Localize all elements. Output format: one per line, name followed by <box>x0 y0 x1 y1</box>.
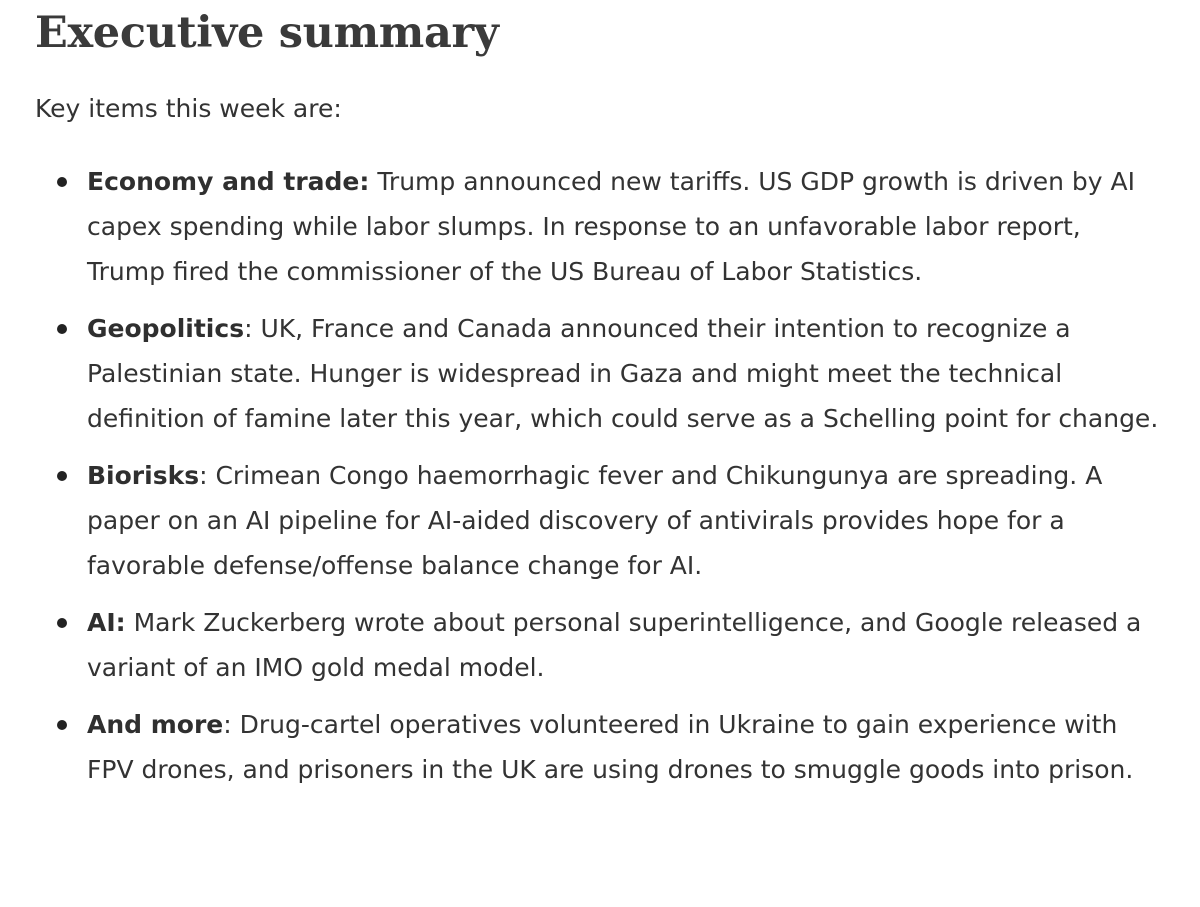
item-text: Trump announced new tariffs. US GDP growth is driven by AI capex spending while labor slumps. In response to an unfavorable labor report, Trump fired the commissioner of the US Bureau of Labor Statistics. <box>87 167 1136 286</box>
item-lead: AI: <box>87 608 126 637</box>
list-item-and-more <box>35 702 1165 792</box>
bullet-icon <box>57 177 67 187</box>
summary-list <box>35 159 1165 792</box>
list-item-biorisks <box>35 453 1165 588</box>
bullet-icon <box>57 618 67 628</box>
item-text: Mark Zuckerberg wrote about personal superintelligence, and Google released a variant of an IMO gold medal model. <box>87 608 1142 682</box>
intro-paragraph: Key items this week are: <box>35 94 342 123</box>
item-lead: And more <box>87 710 224 739</box>
item-lead: Geopolitics <box>87 314 245 343</box>
list-item-ai <box>35 600 1165 690</box>
list-item-geopolitics <box>35 306 1165 441</box>
item-lead: Economy and trade: <box>87 167 370 196</box>
item-text: : Drug-cartel operatives volunteered in Ukraine to gain experience with FPV drones, and prisoners in the UK are using drones to smuggle goods into prison. <box>87 710 1134 784</box>
bullet-icon <box>57 324 67 334</box>
item-lead: Biorisks <box>87 461 200 490</box>
bullet-icon <box>57 720 67 730</box>
item-text: : UK, France and Canada announced their intention to recognize a Palestinian state. Hunger is widespread in Gaza and might meet the technical definition of famine later this year, which could serve as a Schelling point for change. <box>87 314 1159 433</box>
item-text: : Crimean Congo haemorrhagic fever and Chikungunya are spreading. A paper on an AI pipeline for AI-aided discovery of antivirals provides hope for a favorable defense/offense balance change for AI. <box>87 461 1103 580</box>
page-title: Executive summary <box>35 8 499 58</box>
list-item-economy <box>35 159 1165 294</box>
bullet-icon <box>57 471 67 481</box>
